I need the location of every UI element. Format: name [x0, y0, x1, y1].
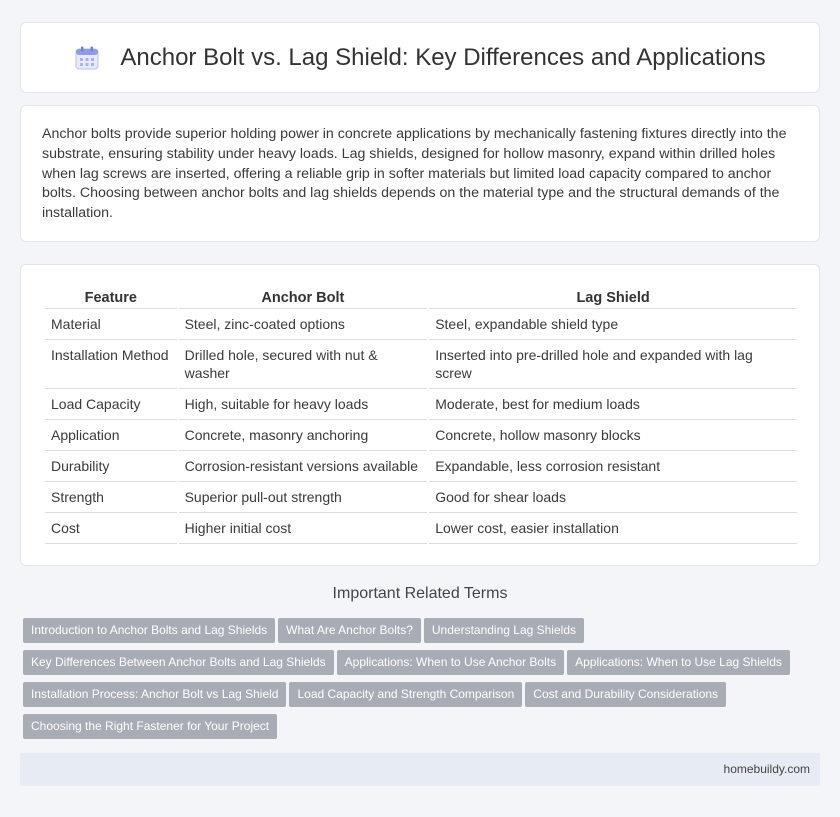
- intro-paragraph: Anchor bolts provide superior holding power in concrete applications by mechanically fastening fixtures directly into the substrate, ensuring stability under heavy loads. Lag shields, designed for hollow masonry, expand within drilled holes when lag screws are inserted, offering a reliable grip in softer materials but limited load capacity compared to anchor bolts. Choosing between anchor bolts and lag shields depends on the material type and the structural demands of the installation.: [42, 126, 787, 222]
- feature-cell: Strength: [45, 482, 177, 513]
- related-term-tag[interactable]: Installation Process: Anchor Bolt vs Lag Shield: [23, 682, 286, 707]
- intro-card: [20, 105, 820, 242]
- lag-shield-cell: Good for shear loads: [429, 482, 797, 513]
- anchor-bolt-cell: Concrete, masonry anchoring: [179, 420, 428, 451]
- anchor-bolt-cell: Superior pull-out strength: [179, 482, 428, 513]
- feature-cell: Cost: [45, 513, 177, 544]
- footer: [20, 753, 820, 786]
- table-row: [45, 389, 797, 420]
- footer-site-link[interactable]: homebuildy.com: [723, 762, 810, 776]
- comparison-table: [43, 285, 799, 544]
- table-row: [45, 451, 797, 482]
- related-term-tag[interactable]: Cost and Durability Considerations: [525, 682, 726, 707]
- header-feature: Feature: [45, 285, 177, 309]
- lag-shield-cell: Steel, expandable shield type: [429, 309, 797, 340]
- page-title: Anchor Bolt vs. Lag Shield: Key Differences and Applications: [120, 43, 766, 71]
- related-term-tag[interactable]: Introduction to Anchor Bolts and Lag Shields: [23, 618, 275, 643]
- feature-cell: Load Capacity: [45, 389, 177, 420]
- anchor-bolt-cell: High, suitable for heavy loads: [179, 389, 428, 420]
- related-term-tag[interactable]: Applications: When to Use Lag Shields: [567, 650, 790, 675]
- related-term-tag[interactable]: Applications: When to Use Anchor Bolts: [337, 650, 564, 675]
- feature-cell: Durability: [45, 451, 177, 482]
- lag-shield-cell: Expandable, less corrosion resistant: [429, 451, 797, 482]
- lag-shield-cell: Lower cost, easier installation: [429, 513, 797, 544]
- table-row: [45, 309, 797, 340]
- anchor-bolt-cell: Higher initial cost: [179, 513, 428, 544]
- title-card: [20, 22, 820, 93]
- related-term-tag[interactable]: Key Differences Between Anchor Bolts and Lag Shields: [23, 650, 334, 675]
- anchor-bolt-cell: Drilled hole, secured with nut & washer: [179, 340, 428, 389]
- calendar-icon: [74, 45, 100, 71]
- feature-cell: Material: [45, 309, 177, 340]
- feature-cell: Application: [45, 420, 177, 451]
- related-term-tag[interactable]: Choosing the Right Fastener for Your Project: [23, 714, 277, 739]
- table-row: [45, 420, 797, 451]
- comparison-card: [20, 264, 820, 566]
- table-row: [45, 513, 797, 544]
- lag-shield-cell: Moderate, best for medium loads: [429, 389, 797, 420]
- lag-shield-cell: Concrete, hollow masonry blocks: [429, 420, 797, 451]
- lag-shield-cell: Inserted into pre-drilled hole and expanded with lag screw: [429, 340, 797, 389]
- header-lag-shield: Lag Shield: [429, 285, 797, 309]
- anchor-bolt-cell: Corrosion-resistant versions available: [179, 451, 428, 482]
- related-term-tag[interactable]: Load Capacity and Strength Comparison: [289, 682, 522, 707]
- related-terms-list: [23, 618, 823, 746]
- feature-cell: Installation Method: [45, 340, 177, 389]
- table-row: [45, 340, 797, 389]
- anchor-bolt-cell: Steel, zinc-coated options: [179, 309, 428, 340]
- related-term-tag[interactable]: What Are Anchor Bolts?: [278, 618, 421, 643]
- table-row: [45, 482, 797, 513]
- table-header-row: [45, 285, 797, 309]
- related-terms-heading: Important Related Terms: [332, 585, 508, 602]
- header-anchor-bolt: Anchor Bolt: [179, 285, 428, 309]
- related-term-tag[interactable]: Understanding Lag Shields: [424, 618, 584, 643]
